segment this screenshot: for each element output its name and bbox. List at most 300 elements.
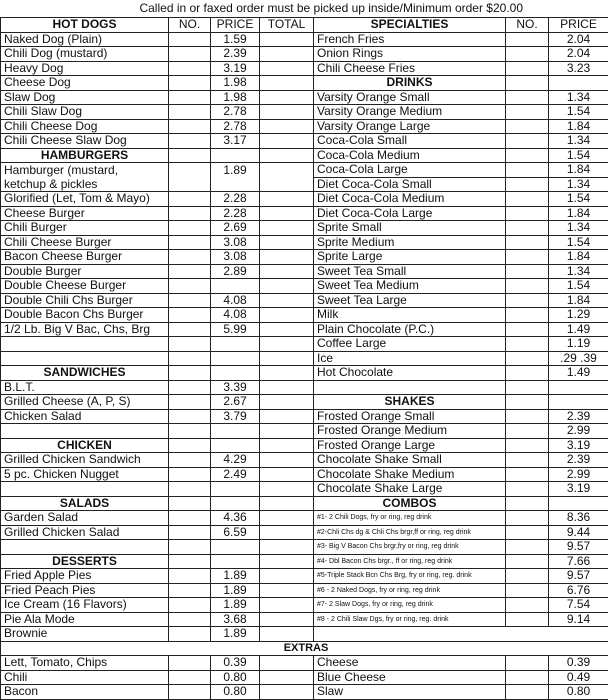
price-cell: 4.36	[211, 511, 260, 526]
total-cell[interactable]	[260, 337, 314, 352]
quantity-cell[interactable]	[506, 511, 549, 526]
price-cell: 2.28	[211, 206, 260, 221]
table-row	[1, 32, 608, 47]
quantity-cell[interactable]	[169, 119, 211, 134]
price-cell: 8.36	[549, 511, 608, 526]
menu-item-name: Coffee Large	[314, 337, 506, 352]
menu-item-name: Chili Cheese Slaw Dog	[1, 134, 169, 149]
total-cell[interactable]	[260, 366, 314, 381]
section-header: SHAKES	[314, 395, 506, 410]
quantity-cell[interactable]	[169, 177, 211, 192]
total-cell[interactable]	[260, 47, 314, 62]
table-row	[1, 670, 608, 685]
quantity-cell[interactable]	[169, 598, 211, 613]
quantity-cell[interactable]	[169, 76, 211, 91]
price-cell: 7.66	[549, 554, 608, 569]
menu-item-name: Frosted Orange Small	[314, 409, 506, 424]
price-cell: 3.17	[211, 134, 260, 149]
price-cell: 3.08	[211, 250, 260, 265]
total-cell[interactable]	[260, 264, 314, 279]
table-row	[1, 540, 608, 555]
total-cell[interactable]	[260, 395, 314, 410]
total-cell[interactable]	[260, 322, 314, 337]
table-row	[1, 380, 608, 395]
quantity-cell[interactable]	[169, 206, 211, 221]
price-cell: 2.89	[211, 264, 260, 279]
quantity-cell[interactable]	[506, 467, 549, 482]
price-cell	[211, 554, 260, 569]
price-cell: 1.34	[549, 221, 608, 236]
quantity-cell[interactable]	[506, 685, 549, 700]
total-cell[interactable]	[260, 61, 314, 76]
quantity-cell[interactable]	[169, 540, 211, 555]
quantity-cell[interactable]	[506, 540, 549, 555]
quantity-cell[interactable]	[169, 467, 211, 482]
quantity-cell[interactable]	[506, 525, 549, 540]
price-cell: 3.08	[211, 235, 260, 250]
price-cell: 6.76	[549, 583, 608, 598]
quantity-cell[interactable]	[169, 90, 211, 105]
price-cell: 1.98	[211, 90, 260, 105]
table-row	[1, 250, 608, 265]
menu-item-name: Coca-Cola Medium	[314, 148, 506, 163]
price-cell: 1.49	[549, 322, 608, 337]
price-cell: 3.79	[211, 409, 260, 424]
table-row	[1, 496, 608, 511]
price-cell: 9.57	[549, 540, 608, 555]
quantity-cell[interactable]	[169, 105, 211, 120]
price-cell: 1.84	[549, 293, 608, 308]
quantity-cell[interactable]	[506, 47, 549, 62]
price-cell: 1.84	[549, 119, 608, 134]
menu-item-name: Garden Salad	[1, 511, 169, 526]
menu-item-name: Hot Chocolate	[314, 366, 506, 381]
table-row	[1, 453, 608, 468]
menu-item-name: Cheese	[314, 656, 506, 671]
quantity-cell[interactable]	[169, 293, 211, 308]
price-cell: 0.80	[211, 685, 260, 700]
price-cell: 1.49	[549, 366, 608, 381]
total-cell[interactable]	[260, 583, 314, 598]
price-cell: 4.08	[211, 308, 260, 323]
quantity-cell[interactable]	[506, 482, 549, 497]
menu-item-name: Cheese Dog	[1, 76, 169, 91]
header-row	[1, 18, 608, 33]
menu-item-name: Glorified (Let, Tom & Mayo)	[1, 192, 169, 207]
total-cell[interactable]	[260, 134, 314, 149]
price-cell	[211, 424, 260, 439]
menu-item-name: Chocolate Shake Small	[314, 453, 506, 468]
quantity-cell[interactable]	[169, 554, 211, 569]
quantity-cell[interactable]	[169, 148, 211, 163]
quantity-cell[interactable]	[169, 351, 211, 366]
quantity-cell[interactable]	[169, 395, 211, 410]
quantity-cell[interactable]	[506, 308, 549, 323]
quantity-cell[interactable]	[506, 569, 549, 584]
total-cell[interactable]	[260, 250, 314, 265]
quantity-cell[interactable]	[169, 279, 211, 294]
quantity-cell[interactable]	[506, 221, 549, 236]
price-cell: 2.78	[211, 105, 260, 120]
total-cell[interactable]	[260, 467, 314, 482]
total-cell[interactable]	[260, 424, 314, 439]
menu-item-name: Slaw Dog	[1, 90, 169, 105]
total-cell[interactable]	[260, 90, 314, 105]
quantity-cell[interactable]	[506, 279, 549, 294]
total-cell[interactable]	[260, 540, 314, 555]
quantity-cell[interactable]	[169, 235, 211, 250]
quantity-cell[interactable]	[506, 61, 549, 76]
total-cell[interactable]	[260, 206, 314, 221]
price-cell: 6.59	[211, 525, 260, 540]
price-cell: 1.29	[549, 308, 608, 323]
price-cell	[211, 482, 260, 497]
total-cell[interactable]	[260, 32, 314, 47]
table-row	[1, 366, 608, 381]
section-header-specialties: SPECIALTIES	[314, 18, 506, 33]
quantity-cell[interactable]	[506, 337, 549, 352]
total-cell[interactable]	[260, 525, 314, 540]
price-cell: 3.39	[211, 380, 260, 395]
quantity-cell[interactable]	[506, 453, 549, 468]
quantity-cell[interactable]	[506, 351, 549, 366]
price-cell: 9.44	[549, 525, 608, 540]
menu-item-name: Chicken Salad	[1, 409, 169, 424]
price-cell: 0.80	[211, 670, 260, 685]
table-row	[1, 583, 608, 598]
total-cell[interactable]	[260, 409, 314, 424]
quantity-cell[interactable]	[169, 163, 211, 178]
price-cell: 5.99	[211, 322, 260, 337]
quantity-cell[interactable]	[506, 134, 549, 149]
menu-item-name: Double Chili Chs Burger	[1, 293, 169, 308]
quantity-cell[interactable]	[506, 76, 549, 91]
menu-item-name	[1, 482, 169, 497]
menu-item-name: Chocolate Shake Large	[314, 482, 506, 497]
menu-item-name: Diet Coca-Cola Large	[314, 206, 506, 221]
price-cell: 2.99	[549, 467, 608, 482]
menu-item-name: Brownie	[1, 627, 169, 642]
total-cell[interactable]	[260, 496, 314, 511]
price-cell: 1.34	[549, 177, 608, 192]
quantity-cell[interactable]	[506, 583, 549, 598]
menu-item-name: Grilled Cheese (A, P, S)	[1, 395, 169, 410]
table-row	[1, 119, 608, 134]
menu-item-name: French Fries	[314, 32, 506, 47]
quantity-cell[interactable]	[169, 337, 211, 352]
menu-item-name	[1, 424, 169, 439]
quantity-cell[interactable]	[169, 366, 211, 381]
price-cell: 3.19	[549, 482, 608, 497]
total-cell[interactable]	[260, 221, 314, 236]
right-no-column-header: NO.	[506, 18, 549, 33]
menu-item-name: Double Burger	[1, 264, 169, 279]
quantity-cell[interactable]	[169, 61, 211, 76]
quantity-cell[interactable]	[506, 250, 549, 265]
quantity-cell[interactable]	[506, 235, 549, 250]
menu-item-name: Plain Chocolate (P.C.)	[314, 322, 506, 337]
menu-item-name: Slaw	[314, 685, 506, 700]
total-cell[interactable]	[260, 293, 314, 308]
table-row	[1, 569, 608, 584]
quantity-cell[interactable]	[506, 148, 549, 163]
combo-item-name: #2-Chli Chs dg & Chli Chs brgr,ff or ring, reg drink	[314, 525, 506, 540]
price-cell: 9.57	[549, 569, 608, 584]
total-cell[interactable]	[260, 685, 314, 700]
quantity-cell[interactable]	[506, 554, 549, 569]
menu-item-name: B.L.T.	[1, 380, 169, 395]
price-cell: 1.34	[549, 90, 608, 105]
menu-item-name: Sprite Medium	[314, 235, 506, 250]
price-cell: 1.98	[211, 76, 260, 91]
table-row	[1, 148, 608, 163]
combo-item-name: #1- 2 Chili Dogs, fry or ring, reg drink	[314, 511, 506, 526]
price-cell: 2.67	[211, 395, 260, 410]
price-cell: 2.99	[549, 424, 608, 439]
total-cell[interactable]	[260, 380, 314, 395]
total-cell[interactable]	[260, 554, 314, 569]
quantity-cell[interactable]	[506, 598, 549, 613]
table-row	[1, 134, 608, 149]
price-cell: 9.14	[549, 612, 608, 627]
total-cell[interactable]	[260, 670, 314, 685]
quantity-cell[interactable]	[506, 612, 549, 627]
table-row	[1, 467, 608, 482]
price-cell: 1.89	[211, 598, 260, 613]
quantity-cell[interactable]	[506, 177, 549, 192]
quantity-cell[interactable]	[169, 612, 211, 627]
section-header: HAMBURGERS	[1, 148, 169, 163]
combo-item-name: #7- 2 Slaw Dogs, fry or ring, reg drink	[314, 598, 506, 613]
price-cell: 1.89	[211, 627, 260, 642]
table-row	[1, 612, 608, 627]
total-cell[interactable]	[260, 308, 314, 323]
price-column-header: PRICE	[211, 18, 260, 33]
quantity-cell[interactable]	[169, 583, 211, 598]
price-cell	[211, 279, 260, 294]
table-row	[1, 438, 608, 453]
total-cell[interactable]	[260, 627, 314, 642]
quantity-cell[interactable]	[169, 264, 211, 279]
quantity-cell[interactable]	[169, 656, 211, 671]
quantity-cell[interactable]	[506, 395, 549, 410]
quantity-cell[interactable]	[169, 627, 211, 642]
price-cell	[549, 395, 608, 410]
right-price-column-header: PRICE	[549, 18, 608, 33]
total-cell[interactable]	[260, 351, 314, 366]
menu-item-name: Varsity Orange Small	[314, 90, 506, 105]
price-cell: 1.59	[211, 32, 260, 47]
quantity-cell[interactable]	[506, 380, 549, 395]
combo-item-name: #6 - 2 Naked Dogs, fry or ring, reg drink	[314, 583, 506, 598]
price-cell	[211, 540, 260, 555]
total-cell[interactable]	[260, 76, 314, 91]
table-row	[1, 409, 608, 424]
menu-item-name: Milk	[314, 308, 506, 323]
combo-item-name: #8 - 2 Chili Slaw Dgs, fry or ring, reg. drink	[314, 612, 506, 627]
menu-item-name: 1/2 Lb. Big V Bac, Chs, Brg	[1, 322, 169, 337]
menu-item-name: ketchup & pickles	[1, 177, 169, 192]
total-cell[interactable]	[260, 656, 314, 671]
price-cell: 3.19	[211, 61, 260, 76]
menu-item-name: Chili Cheese Burger	[1, 235, 169, 250]
quantity-cell[interactable]	[506, 119, 549, 134]
quantity-cell[interactable]	[169, 511, 211, 526]
total-cell[interactable]	[260, 438, 314, 453]
quantity-cell[interactable]	[169, 438, 211, 453]
price-cell: 2.04	[549, 47, 608, 62]
menu-item-name: Chili	[1, 670, 169, 685]
total-column-header: TOTAL	[260, 18, 314, 33]
quantity-cell[interactable]	[506, 409, 549, 424]
price-cell: 1.84	[549, 250, 608, 265]
menu-item-name: Grilled Chicken Salad	[1, 525, 169, 540]
table-row	[1, 177, 608, 192]
quantity-cell[interactable]	[506, 264, 549, 279]
menu-item-name	[1, 540, 169, 555]
price-cell: 2.69	[211, 221, 260, 236]
menu-item-name: Chili Cheese Dog	[1, 119, 169, 134]
price-cell: 1.89	[211, 163, 260, 178]
price-cell: 0.49	[549, 670, 608, 685]
total-cell[interactable]	[260, 279, 314, 294]
quantity-cell[interactable]	[506, 293, 549, 308]
menu-item-name: Sweet Tea Large	[314, 293, 506, 308]
price-cell: 2.28	[211, 192, 260, 207]
quantity-cell[interactable]	[169, 32, 211, 47]
quantity-cell[interactable]	[169, 134, 211, 149]
quantity-cell[interactable]	[506, 496, 549, 511]
menu-item-name: Chili Cheese Fries	[314, 61, 506, 76]
quantity-cell[interactable]	[169, 525, 211, 540]
table-row	[1, 163, 608, 178]
total-cell[interactable]	[260, 119, 314, 134]
total-cell[interactable]	[260, 105, 314, 120]
price-cell: 1.89	[211, 583, 260, 598]
menu-item-name: Varsity Orange Large	[314, 119, 506, 134]
quantity-cell[interactable]	[169, 308, 211, 323]
quantity-cell[interactable]	[169, 47, 211, 62]
section-header-hot-dogs: HOT DOGS	[1, 18, 169, 33]
price-cell: 2.39	[549, 409, 608, 424]
menu-item-name: Double Cheese Burger	[1, 279, 169, 294]
quantity-cell[interactable]	[506, 163, 549, 178]
quantity-cell[interactable]	[169, 192, 211, 207]
menu-item-name: Fried Apple Pies	[1, 569, 169, 584]
table-row	[1, 76, 608, 91]
quantity-cell[interactable]	[506, 206, 549, 221]
table-row	[1, 685, 608, 700]
section-header: SANDWICHES	[1, 366, 169, 381]
table-row	[1, 337, 608, 352]
quantity-cell[interactable]	[169, 221, 211, 236]
price-cell: 3.19	[549, 438, 608, 453]
table-row	[1, 482, 608, 497]
price-cell: 2.39	[549, 453, 608, 468]
price-cell	[211, 337, 260, 352]
price-cell: 1.54	[549, 235, 608, 250]
section-header: CHICKEN	[1, 438, 169, 453]
price-cell	[211, 438, 260, 453]
price-cell: 1.54	[549, 105, 608, 120]
menu-item-name: Frosted Orange Medium	[314, 424, 506, 439]
price-cell: 2.49	[211, 467, 260, 482]
menu-item-name: Bacon	[1, 685, 169, 700]
total-cell[interactable]	[260, 192, 314, 207]
table-row	[1, 235, 608, 250]
quantity-cell[interactable]	[169, 670, 211, 685]
quantity-cell[interactable]	[506, 656, 549, 671]
total-cell[interactable]	[260, 598, 314, 613]
menu-item-name: Sweet Tea Small	[314, 264, 506, 279]
price-cell: 4.29	[211, 453, 260, 468]
total-cell[interactable]	[260, 569, 314, 584]
menu-item-name: Frosted Orange Large	[314, 438, 506, 453]
quantity-cell[interactable]	[169, 482, 211, 497]
total-cell[interactable]	[260, 148, 314, 163]
quantity-cell[interactable]	[169, 496, 211, 511]
quantity-cell[interactable]	[506, 192, 549, 207]
quantity-cell[interactable]	[506, 105, 549, 120]
total-cell[interactable]	[260, 163, 314, 178]
quantity-cell[interactable]	[506, 322, 549, 337]
menu-item-name: Chili Slaw Dog	[1, 105, 169, 120]
total-cell[interactable]	[260, 511, 314, 526]
price-cell: 0.39	[549, 656, 608, 671]
total-cell[interactable]	[260, 235, 314, 250]
table-row	[1, 206, 608, 221]
price-cell: 1.84	[549, 206, 608, 221]
quantity-cell[interactable]	[169, 322, 211, 337]
quantity-cell[interactable]	[169, 569, 211, 584]
quantity-cell[interactable]	[506, 670, 549, 685]
quantity-cell[interactable]	[169, 250, 211, 265]
quantity-cell[interactable]	[506, 90, 549, 105]
table-row	[1, 525, 608, 540]
total-cell[interactable]	[260, 482, 314, 497]
price-cell: 1.54	[549, 279, 608, 294]
price-cell	[549, 496, 608, 511]
price-cell: 3.68	[211, 612, 260, 627]
quantity-cell[interactable]	[506, 32, 549, 47]
table-row	[1, 61, 608, 76]
quantity-cell[interactable]	[169, 453, 211, 468]
quantity-cell[interactable]	[169, 380, 211, 395]
quantity-cell[interactable]	[169, 424, 211, 439]
total-cell[interactable]	[260, 177, 314, 192]
price-cell: 4.08	[211, 293, 260, 308]
menu-item-name: Chili Burger	[1, 221, 169, 236]
section-header: COMBOS	[314, 496, 506, 511]
table-row	[1, 322, 608, 337]
price-cell	[211, 177, 260, 192]
menu-item-name: Varsity Orange Medium	[314, 105, 506, 120]
quantity-cell[interactable]	[506, 438, 549, 453]
quantity-cell[interactable]	[169, 685, 211, 700]
section-header-extras: EXTRAS	[1, 641, 608, 656]
quantity-cell[interactable]	[169, 409, 211, 424]
section-header: SALADS	[1, 496, 169, 511]
menu-item-name: Cheese Burger	[1, 206, 169, 221]
table-row	[1, 395, 608, 410]
quantity-cell[interactable]	[506, 366, 549, 381]
menu-item-name: Chili Dog (mustard)	[1, 47, 169, 62]
total-cell[interactable]	[260, 612, 314, 627]
price-cell: 2.39	[211, 47, 260, 62]
quantity-cell[interactable]	[506, 424, 549, 439]
menu-item-name: Chocolate Shake Medium	[314, 467, 506, 482]
total-cell[interactable]	[260, 453, 314, 468]
